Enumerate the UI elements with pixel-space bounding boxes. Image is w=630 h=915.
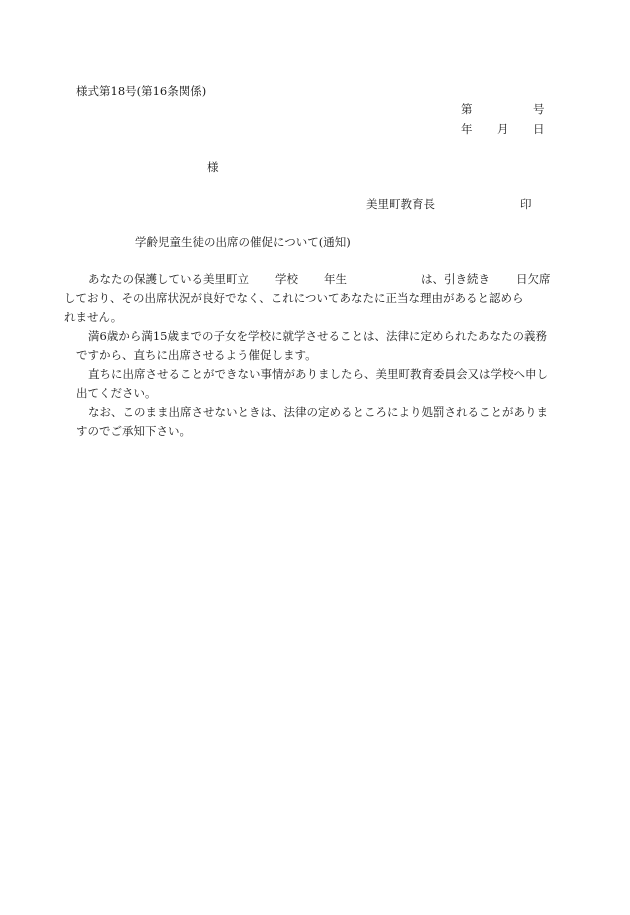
sender-title: 美里町教育長 [366,197,435,211]
p1-school: 学校 [275,272,298,286]
addressee-suffix: 様 [207,160,219,174]
document-title: 学齢児童生徒の出席の催促について(通知) [135,235,351,249]
date-month: 月 [497,122,509,136]
document-number-suffix: 号 [533,102,545,116]
paragraph-4: なお、このまま出席させないときは、法律の定めるところにより処罰されることがありますのでご承知下さい。 [76,405,548,438]
p1-part2: は、引き続き [421,272,490,286]
p1-part1: あなたの保護している美里町立 [88,272,249,286]
p1-line3: れません。 [64,310,123,324]
paragraph-3: 直ちに出席させることができない事情がありましたら、美里町教育委員会又は学校へ申し出てください。 [76,367,548,400]
date-day: 日 [533,122,545,136]
form-number: 様式第18号(第16条関係) [76,84,207,98]
date-year: 年 [461,122,473,136]
p1-part3: 日欠席 [516,272,551,286]
seal-mark: 印 [520,197,532,211]
paragraph-2: 満6歳から満15歳までの子女を学校に就学させることは、法律に定められたあなたの義務ですから、直ちに出席させるよう催促します。 [76,329,547,362]
p1-grade: 年生 [324,272,347,286]
p1-line2: しており、その出席状況が良好でなく、これについてあなたに正当な理由があると認めら [64,291,524,305]
paragraph-1 [64,270,556,327]
body-text [64,270,556,441]
document-number-prefix: 第 [461,102,473,116]
